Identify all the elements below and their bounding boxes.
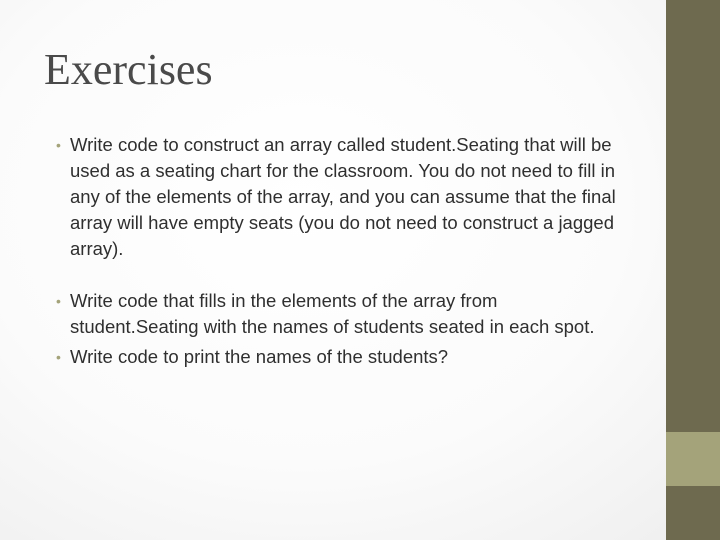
bullet-text-2: Write code that fills in the elements of the array from student.Seating with the names of students seated in each spot. <box>70 290 595 337</box>
bullet-text-3: Write code to print the names of the students? <box>70 346 449 367</box>
bullet-item-2 <box>50 288 620 340</box>
bullet-marker: • <box>56 349 61 365</box>
bullet-list <box>50 132 620 370</box>
sidebar-accent-block <box>666 432 720 486</box>
bullet-text-1: Write code to construct an array called student.Seating that will be used as a seating chart for the classroom. You do not need to fill in any of the elements of the array, and you can assume that the final array will have empty seats (you do not need to construct a jagged array). <box>70 134 616 259</box>
bullet-item-3 <box>50 344 620 370</box>
slide-title: Exercises <box>44 45 213 94</box>
bullet-item-1 <box>50 132 620 262</box>
bullet-marker: • <box>56 293 61 309</box>
bullet-marker: • <box>56 137 61 153</box>
